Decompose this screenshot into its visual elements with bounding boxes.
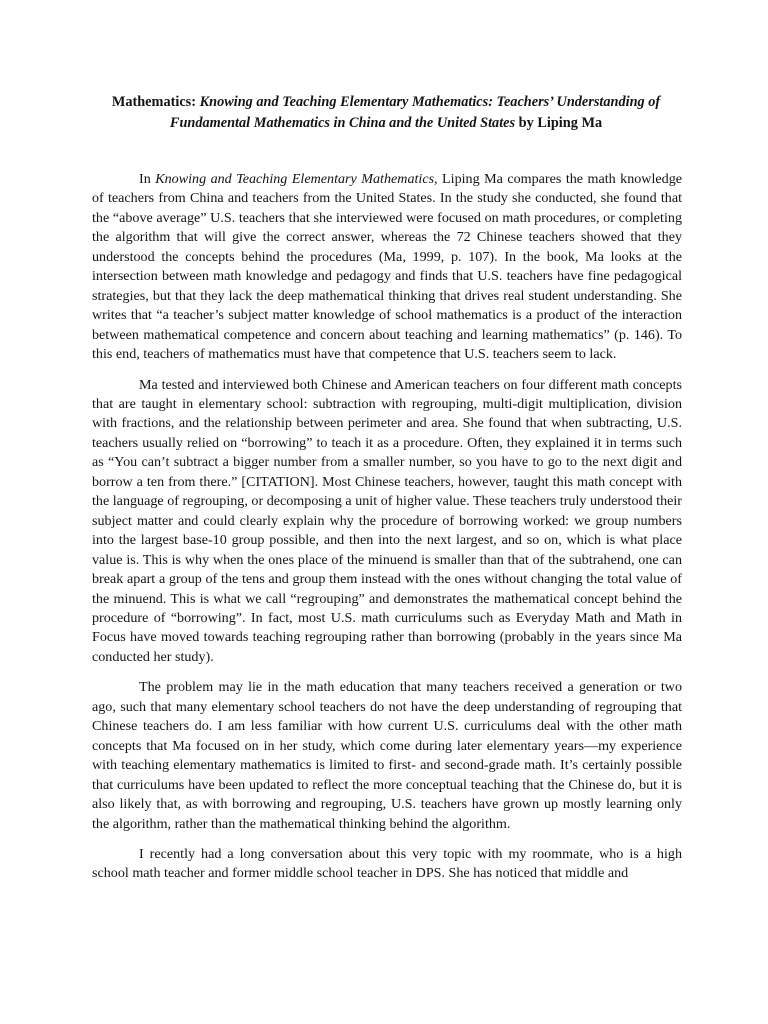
document-title bbox=[88, 92, 684, 134]
paragraph-2: Ma tested and interviewed both Chinese and American teachers on four different math concepts that are taught in elementary school: subtraction with regrouping, multi-digit multiplication, division with fractions, and the relationship between perimeter and area. She found that when subtracting, U.S. teachers usually relied on “borrowing” to teach it as a procedure. Often, they explained it in terms such as “You can’t subtract a bigger number from a smaller number, so you have to go to the next digit and borrow a ten from there.” [CITATION]. Most Chinese teachers, however, taught this math concept with the language of regrouping, or decomposing a unit of higher value. These teachers truly understood their subject matter and could clearly explain why the procedure of borrowing worked: we group numbers into the largest base-10 group possible, and then into the next largest, and so on, which is what place value is. This is why when the ones place of the minuend is smaller than that of the subtrahend, one can break apart a group of the tens and group them instead with the ones without changing the total value of the minuend. This is what we call “regrouping” and demonstrates the mathematical concept behind the procedure of “borrowing”. In fact, most U.S. math curriculums such as Everyday Math and Math in Focus have moved towards teaching regrouping rather than borrowing (probably in the years since Ma conducted her study). bbox=[92, 376, 682, 665]
paragraph-1 bbox=[92, 170, 682, 365]
paragraph-4: I recently had a long conversation about this very topic with my roommate, who is a high school math teacher and former middle school teacher in DPS. She has noticed that middle and bbox=[92, 845, 682, 882]
paragraph-1-lead: In bbox=[139, 171, 156, 187]
book-title: Knowing and Teaching Elementary Mathematics: Teachers’ Understanding of Fundamental Mathematics in China and the United States bbox=[169, 94, 661, 131]
title-byline: by Liping Ma bbox=[515, 115, 603, 131]
title-subject: Mathematics: bbox=[111, 94, 200, 110]
paragraph-1-text: Liping Ma compares the math knowledge of teachers from China and teachers from the United States. In the study she conducted, she found that the “above average” U.S. teachers that she interviewed were focused on math procedures, or completing the algorithm that will give the correct answer, whereas the 72 Chinese teachers showed that they understood the concepts behind the procedures (Ma, 1999, p. 107). In the book, Ma looks at the intersection between math knowledge and pedagogy and finds that U.S. teachers have fine pedagogical strategies, but that they lack the deep mathematical thinking that drives real student understanding. She writes that “a teacher’s subject matter knowledge of school mathematics is a product of the interaction between mathematical competence and concern about teaching and learning mathematics” (p. 146). To this end, teachers of mathematics must have that competence that U.S. teachers seem to lack. bbox=[92, 171, 683, 363]
document-body bbox=[92, 170, 682, 895]
paragraph-1-book-title: Knowing and Teaching Elementary Mathematics, bbox=[155, 171, 438, 187]
paragraph-3: The problem may lie in the math education that many teachers received a generation or two ago, such that many elementary school teachers do not have the deep understanding of regrouping that Chinese teachers do. I am less familiar with how current U.S. curriculums deal with the other math concepts that Ma focused on in her study, which come during later elementary years—my experience with teaching elementary mathematics is limited to first- and second-grade math. It’s certainly possible that curriculums have been updated to reflect the more conceptual teaching that the Chinese do, but it is also likely that, as with borrowing and regrouping, U.S. teachers have grown up mostly learning only the algorithm, rather than the mathematical thinking behind the algorithm. bbox=[92, 679, 682, 832]
